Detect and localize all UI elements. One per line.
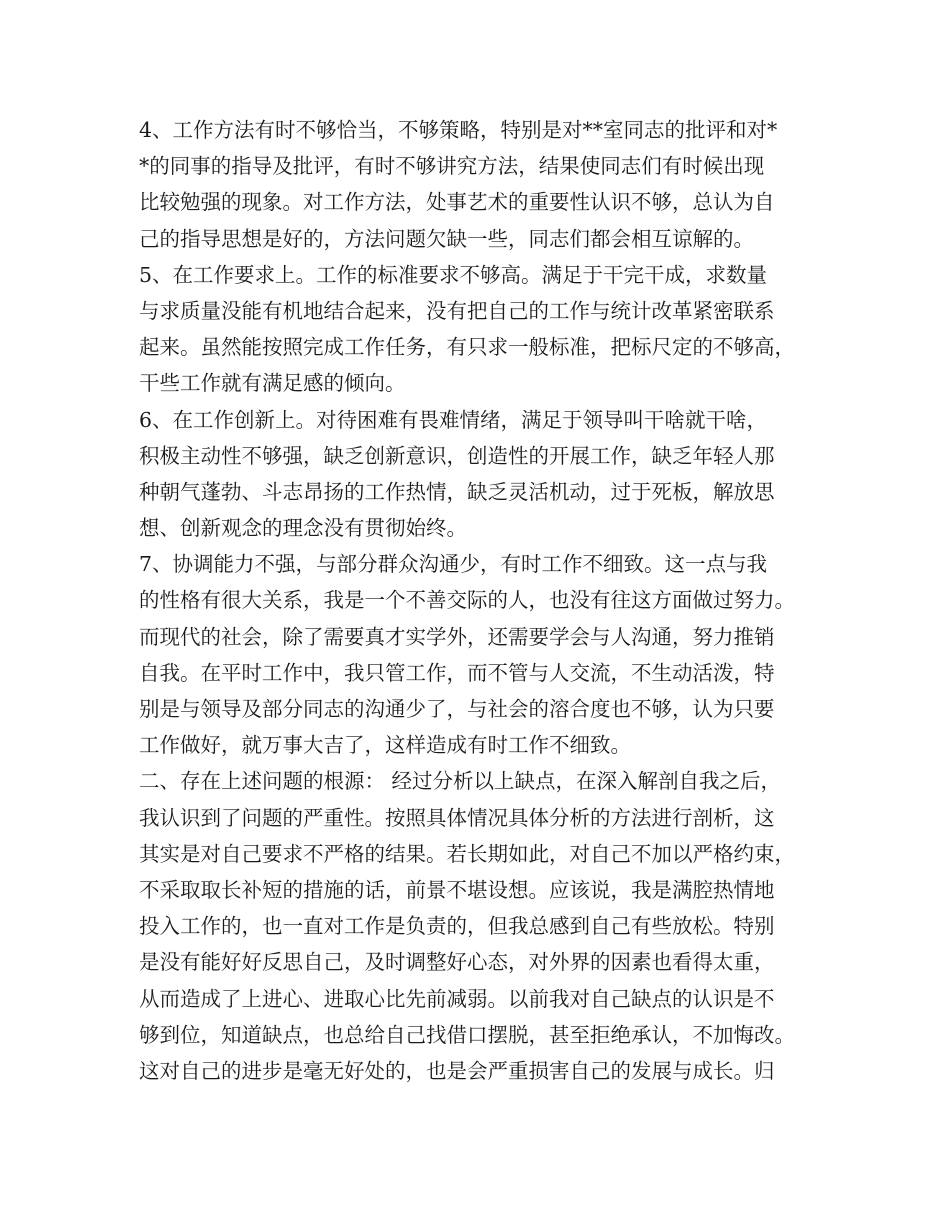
text-line: 起来。虽然能按照完成工作任务，有只求一般标准，把标尺定的不够高， <box>139 335 795 360</box>
text-line: 6、在工作创新上。对待困难有畏难情绪，满足于领导叫干啥就干啥， <box>139 407 768 432</box>
text-line: 是没有能好好反思自己，及时调整好心态，对外界的因素也看得太重， <box>139 950 775 975</box>
text-line: 与求质量没能有机地结合起来，没有把自己的工作与统计改革紧密联系 <box>139 298 775 323</box>
text-line: 的性格有很大关系，我是一个不善交际的人，也没有往这方面做过努力。 <box>139 588 795 613</box>
text-line: 其实是对自己要求不严格的结果。若长期如此，对自己不加以严格约束， <box>139 841 795 866</box>
text-line: 7、协调能力不强，与部分群众沟通少，有时工作不细致。这一点与我 <box>139 552 768 577</box>
text-line: 而现代的社会，除了需要真才实学外，还需要学会与人沟通，努力推销 <box>139 624 775 649</box>
text-line: 别是与领导及部分同志的沟通少了，与社会的溶合度也不够，认为只要 <box>139 697 775 721</box>
text-line: 积极主动性不够强，缺乏创新意识，创造性的开展工作，缺乏年轻人那 <box>139 443 775 468</box>
text-line: *的同事的指导及批评，有时不够讲究方法，结果使同志们有时候出现 <box>139 154 765 179</box>
document-body <box>139 112 829 1089</box>
text-line: 自我。在平时工作中，我只管工作，而不管与人交流，不生动活泼，特 <box>139 660 775 685</box>
text-line: 己的指导思想是好的，方法问题欠缺一些，同志们都会相互谅解的。 <box>139 226 754 251</box>
text-line: 够到位，知道缺点，也总给自己找借口摆脱，甚至拒绝承认，不加悔改。 <box>139 1022 795 1047</box>
text-line: 从而造成了上进心、进取心比先前减弱。以前我对自己缺点的认识是不 <box>139 986 775 1011</box>
text-line: 想、创新观念的理念没有贯彻始终。 <box>139 516 467 541</box>
text-line: 二、存在上述问题的根源： 经过分析以上缺点，在深入解剖自我之后， <box>139 769 782 794</box>
text-line: 这对自己的进步是毫无好处的，也是会严重损害自己的发展与成长。归 <box>139 1058 775 1083</box>
text-line: 投入工作的，也一直对工作是负责的，但我总感到自己有些放松。特别 <box>139 914 775 939</box>
text-line: 比较勉强的现象。对工作方法，处事艺术的重要性认识不够，总认为自 <box>139 190 775 215</box>
text-line: 我认识到了问题的严重性。按照具体情况具体分析的方法进行剖析，这 <box>139 805 775 830</box>
text-line: 不采取取长补短的措施的话，前景不堪设想。应该说，我是满腔热情地 <box>139 877 775 902</box>
text-line: 种朝气蓬勃、斗志昂扬的工作热情，缺乏灵活机动，过于死板，解放思 <box>139 479 775 504</box>
text-line: 5、在工作要求上。工作的标准要求不够高。满足于干完干成，求数量 <box>139 262 768 287</box>
text-line: 4、工作方法有时不够恰当，不够策略，特别是对**室同志的批评和对* <box>139 118 778 142</box>
text-line: 干些工作就有满足感的倾向。 <box>139 371 406 396</box>
text-line: 工作做好，就万事大吉了，这样造成有时工作不细致。 <box>139 733 631 758</box>
